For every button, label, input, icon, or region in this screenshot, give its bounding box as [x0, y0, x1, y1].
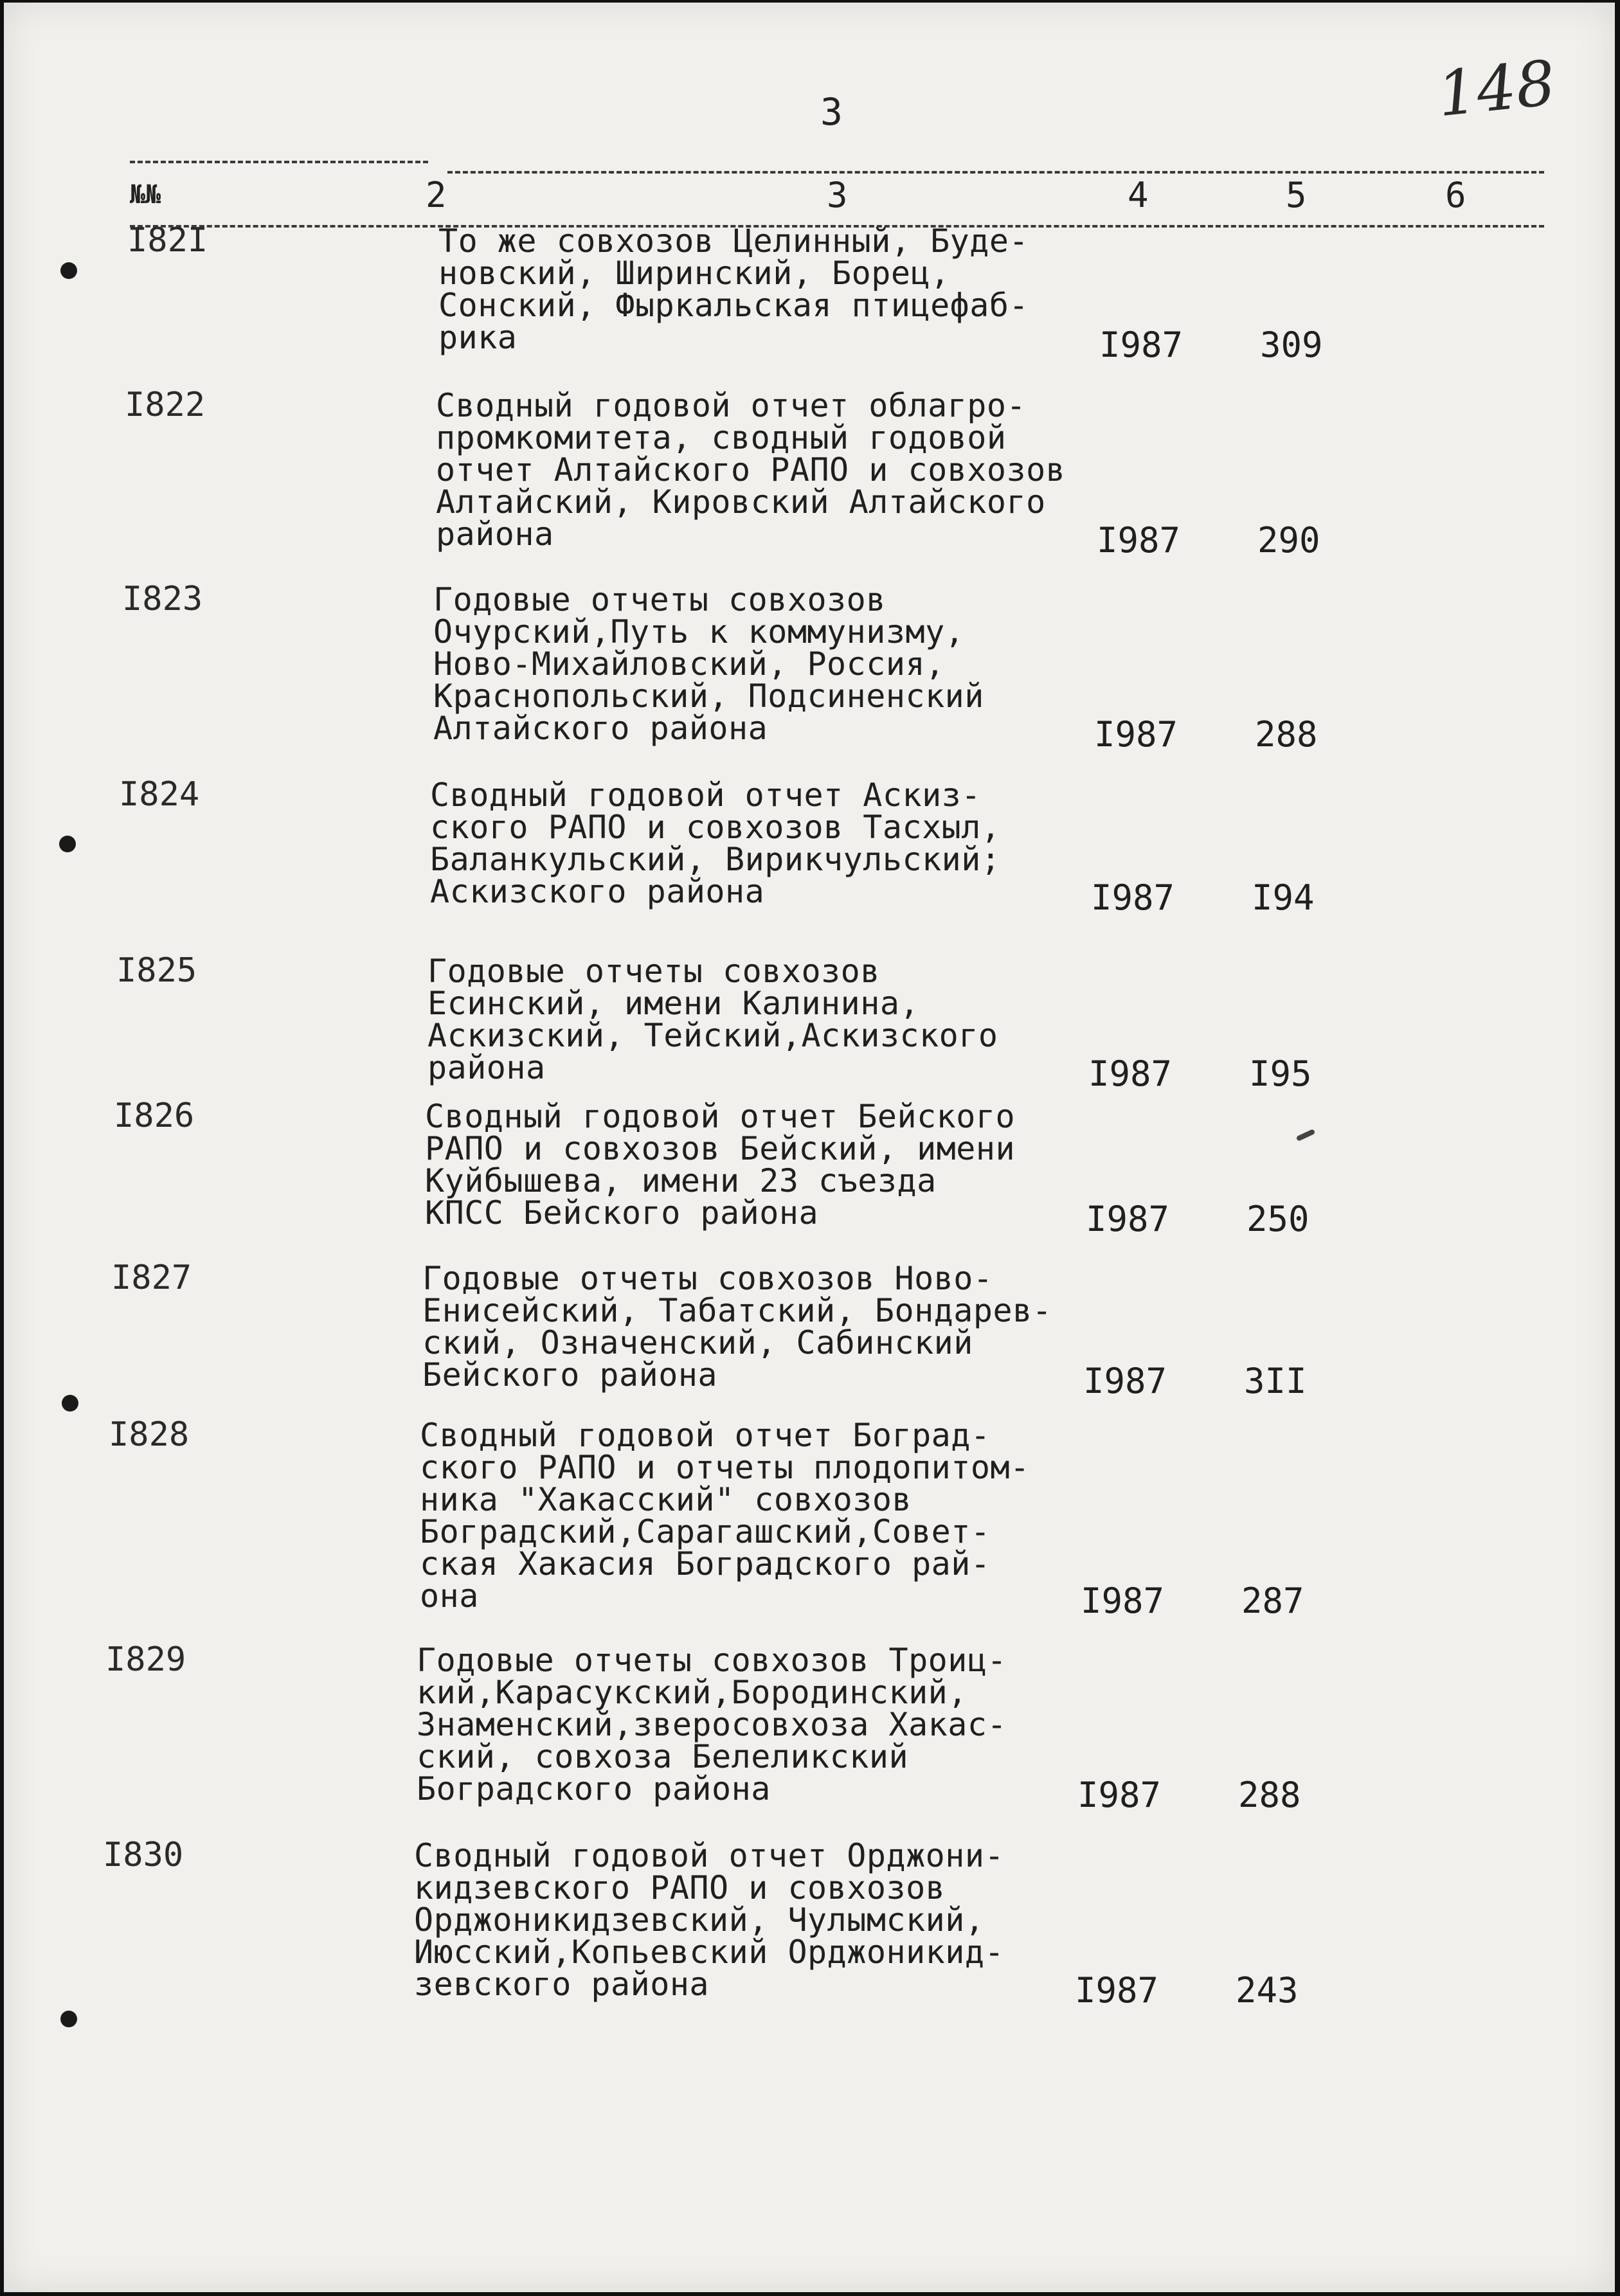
entry-number: I824	[119, 775, 200, 814]
description-line: ского РАПО и отчеты плодопитом-	[420, 1449, 1030, 1486]
entry-sheet-count: 250	[1246, 1199, 1310, 1239]
binding-hole	[62, 1395, 78, 1412]
description-line: района	[436, 516, 554, 553]
entry-description	[430, 776, 1099, 910]
header-col-2: 2	[426, 175, 447, 215]
entry-sheet-count: I95	[1249, 1054, 1312, 1094]
description-line: РАПО и совхозов Бейский, имени	[425, 1130, 1016, 1167]
description-line: Аскизский, Тейский,Аскизского	[428, 1017, 998, 1054]
entry-sheet-count: 290	[1257, 520, 1320, 561]
entry-number: I826	[114, 1097, 195, 1135]
description-line: Годовые отчеты совхозов	[433, 581, 886, 618]
list-item	[4, 386, 1615, 561]
description-line: Годовые отчеты совхозов Ново-	[422, 1260, 993, 1297]
list-item	[4, 1097, 1615, 1239]
description-line: КПСС Бейского района	[425, 1194, 819, 1232]
entry-description	[436, 387, 1104, 553]
description-line: Сводный годовой отчет Аскиз-	[430, 776, 981, 814]
description-line: Алтайского района	[433, 710, 768, 747]
header-col-5: 5	[1286, 175, 1307, 215]
entry-description	[428, 955, 1096, 1084]
entry-year: I987	[1077, 1775, 1162, 1815]
binding-hole	[60, 262, 77, 279]
description-line: Есинский, имени Калинина,	[428, 985, 920, 1022]
description-line: Сводный годовой отчет Бейского	[425, 1098, 1016, 1135]
handwritten-folio-number: 148	[1434, 46, 1559, 131]
description-line: она	[420, 1577, 479, 1615]
description-line: кий,Карасукский,Бородинский,	[417, 1674, 968, 1711]
description-line: Сводный годовой отчет Боград-	[420, 1417, 991, 1454]
description-line: ского РАПО и совхозов Тасхыл,	[430, 809, 1001, 846]
description-line: Сонский, Фыркальская птицефаб-	[438, 287, 1029, 324]
entry-sheet-count: 3II	[1244, 1361, 1307, 1401]
entry-sheet-count: 288	[1238, 1775, 1301, 1815]
description-line: Сводный годовой отчет Орджони-	[414, 1837, 1005, 1874]
description-line: Бейского района	[422, 1356, 718, 1394]
entry-number: I827	[111, 1259, 192, 1297]
description-line: ский, совхоза Белеликский	[417, 1738, 909, 1775]
header-col-4: 4	[1128, 175, 1149, 215]
header-top-rule-right	[447, 171, 1544, 174]
entry-description	[420, 1417, 1088, 1615]
header-col-6: 6	[1445, 175, 1466, 215]
entry-year: I987	[1075, 1970, 1159, 2011]
entry-sheet-count: I94	[1252, 877, 1315, 918]
description-line: Енисейский, Табатский, Бондарев-	[422, 1292, 1052, 1329]
description-line: ская Хакасия Боградского рай-	[420, 1545, 991, 1583]
description-line: Боградский,Сарагашский,Совет-	[420, 1513, 991, 1550]
list-item	[4, 1415, 1615, 1621]
description-line: кидзевского РАПО и совхозов	[414, 1869, 946, 1906]
entry-number: I830	[103, 1836, 184, 1874]
page-number: 3	[820, 90, 843, 134]
entry-description	[422, 1260, 1091, 1394]
description-line: района	[428, 1049, 546, 1086]
binding-hole	[60, 2011, 77, 2027]
description-line: Аскизского района	[430, 873, 765, 910]
description-line: Годовые отчеты совхозов	[428, 953, 880, 990]
entry-number: I828	[109, 1415, 190, 1454]
document-page	[4, 3, 1615, 2292]
entry-description	[425, 1098, 1094, 1232]
description-line: зевского района	[414, 1966, 710, 2003]
entry-description	[414, 1837, 1083, 2003]
entry-number: I82I	[127, 221, 208, 260]
description-line: Знаменский,зверосовхоза Хакас-	[417, 1706, 1007, 1743]
description-line: Июсский,Копьевский Орджоникид-	[414, 1933, 1005, 1971]
entry-sheet-count: 287	[1241, 1581, 1304, 1621]
description-line: промкомитета, сводный годовой	[436, 419, 1007, 456]
entry-sheet-count: 309	[1260, 325, 1323, 365]
description-line: ский, Означенский, Сабинский	[422, 1324, 973, 1361]
entry-sheet-count: 288	[1255, 714, 1318, 755]
description-line: Алтайский, Кировский Алтайского	[436, 483, 1046, 521]
entry-number: I822	[125, 386, 206, 424]
entry-year: I987	[1086, 1199, 1170, 1239]
entry-number: I825	[116, 951, 197, 990]
list-item	[4, 1640, 1615, 1815]
entry-year: I987	[1099, 325, 1184, 365]
list-item	[4, 775, 1615, 918]
description-line: Баланкульский, Вирикчульский;	[430, 841, 1001, 878]
entry-number: I829	[105, 1640, 186, 1679]
description-line: Очурский,Путь к коммунизму,	[433, 613, 965, 650]
entry-description	[433, 581, 1102, 747]
description-line: Краснопольский, Подсиненский	[433, 677, 984, 715]
entry-description	[417, 1644, 1085, 1805]
description-line: Ново-Михайловский, Россия,	[433, 645, 945, 683]
entry-number: I823	[122, 580, 203, 618]
description-line: Сводный годовой отчет облагро-	[436, 387, 1027, 424]
header-top-rule-left	[130, 161, 428, 163]
entry-year: I987	[1091, 877, 1175, 918]
description-line: Боградского района	[417, 1770, 771, 1807]
header-col-3: 3	[827, 175, 848, 215]
entry-year: I987	[1097, 520, 1181, 561]
entry-year: I987	[1094, 714, 1178, 755]
list-item	[4, 951, 1615, 1094]
description-line: новский, Ширинский, Борец,	[438, 255, 950, 292]
entry-sheet-count: 243	[1236, 1970, 1299, 2011]
list-item	[4, 580, 1615, 755]
entry-description	[438, 222, 1107, 356]
entry-year: I987	[1083, 1361, 1167, 1401]
entry-year: I987	[1088, 1054, 1173, 1094]
description-line: То же совхозов Целинный, Буде-	[438, 222, 1029, 260]
description-line: ника "Хакасский" совхозов	[420, 1481, 912, 1518]
list-item	[4, 221, 1615, 365]
description-line: Куйбышева, имени 23 съезда	[425, 1162, 937, 1199]
description-line: Орджоникидзевский, Чулымский,	[414, 1901, 985, 1939]
list-item	[4, 1259, 1615, 1401]
list-item	[4, 1836, 1615, 2011]
binding-hole	[59, 836, 76, 852]
description-line: рика	[438, 319, 518, 356]
entry-year: I987	[1081, 1581, 1165, 1621]
description-line: Годовые отчеты совхозов Троиц-	[417, 1642, 1007, 1679]
description-line: отчет Алтайского РАПО и совхозов	[436, 451, 1066, 489]
header-col-number: №№	[130, 180, 161, 210]
